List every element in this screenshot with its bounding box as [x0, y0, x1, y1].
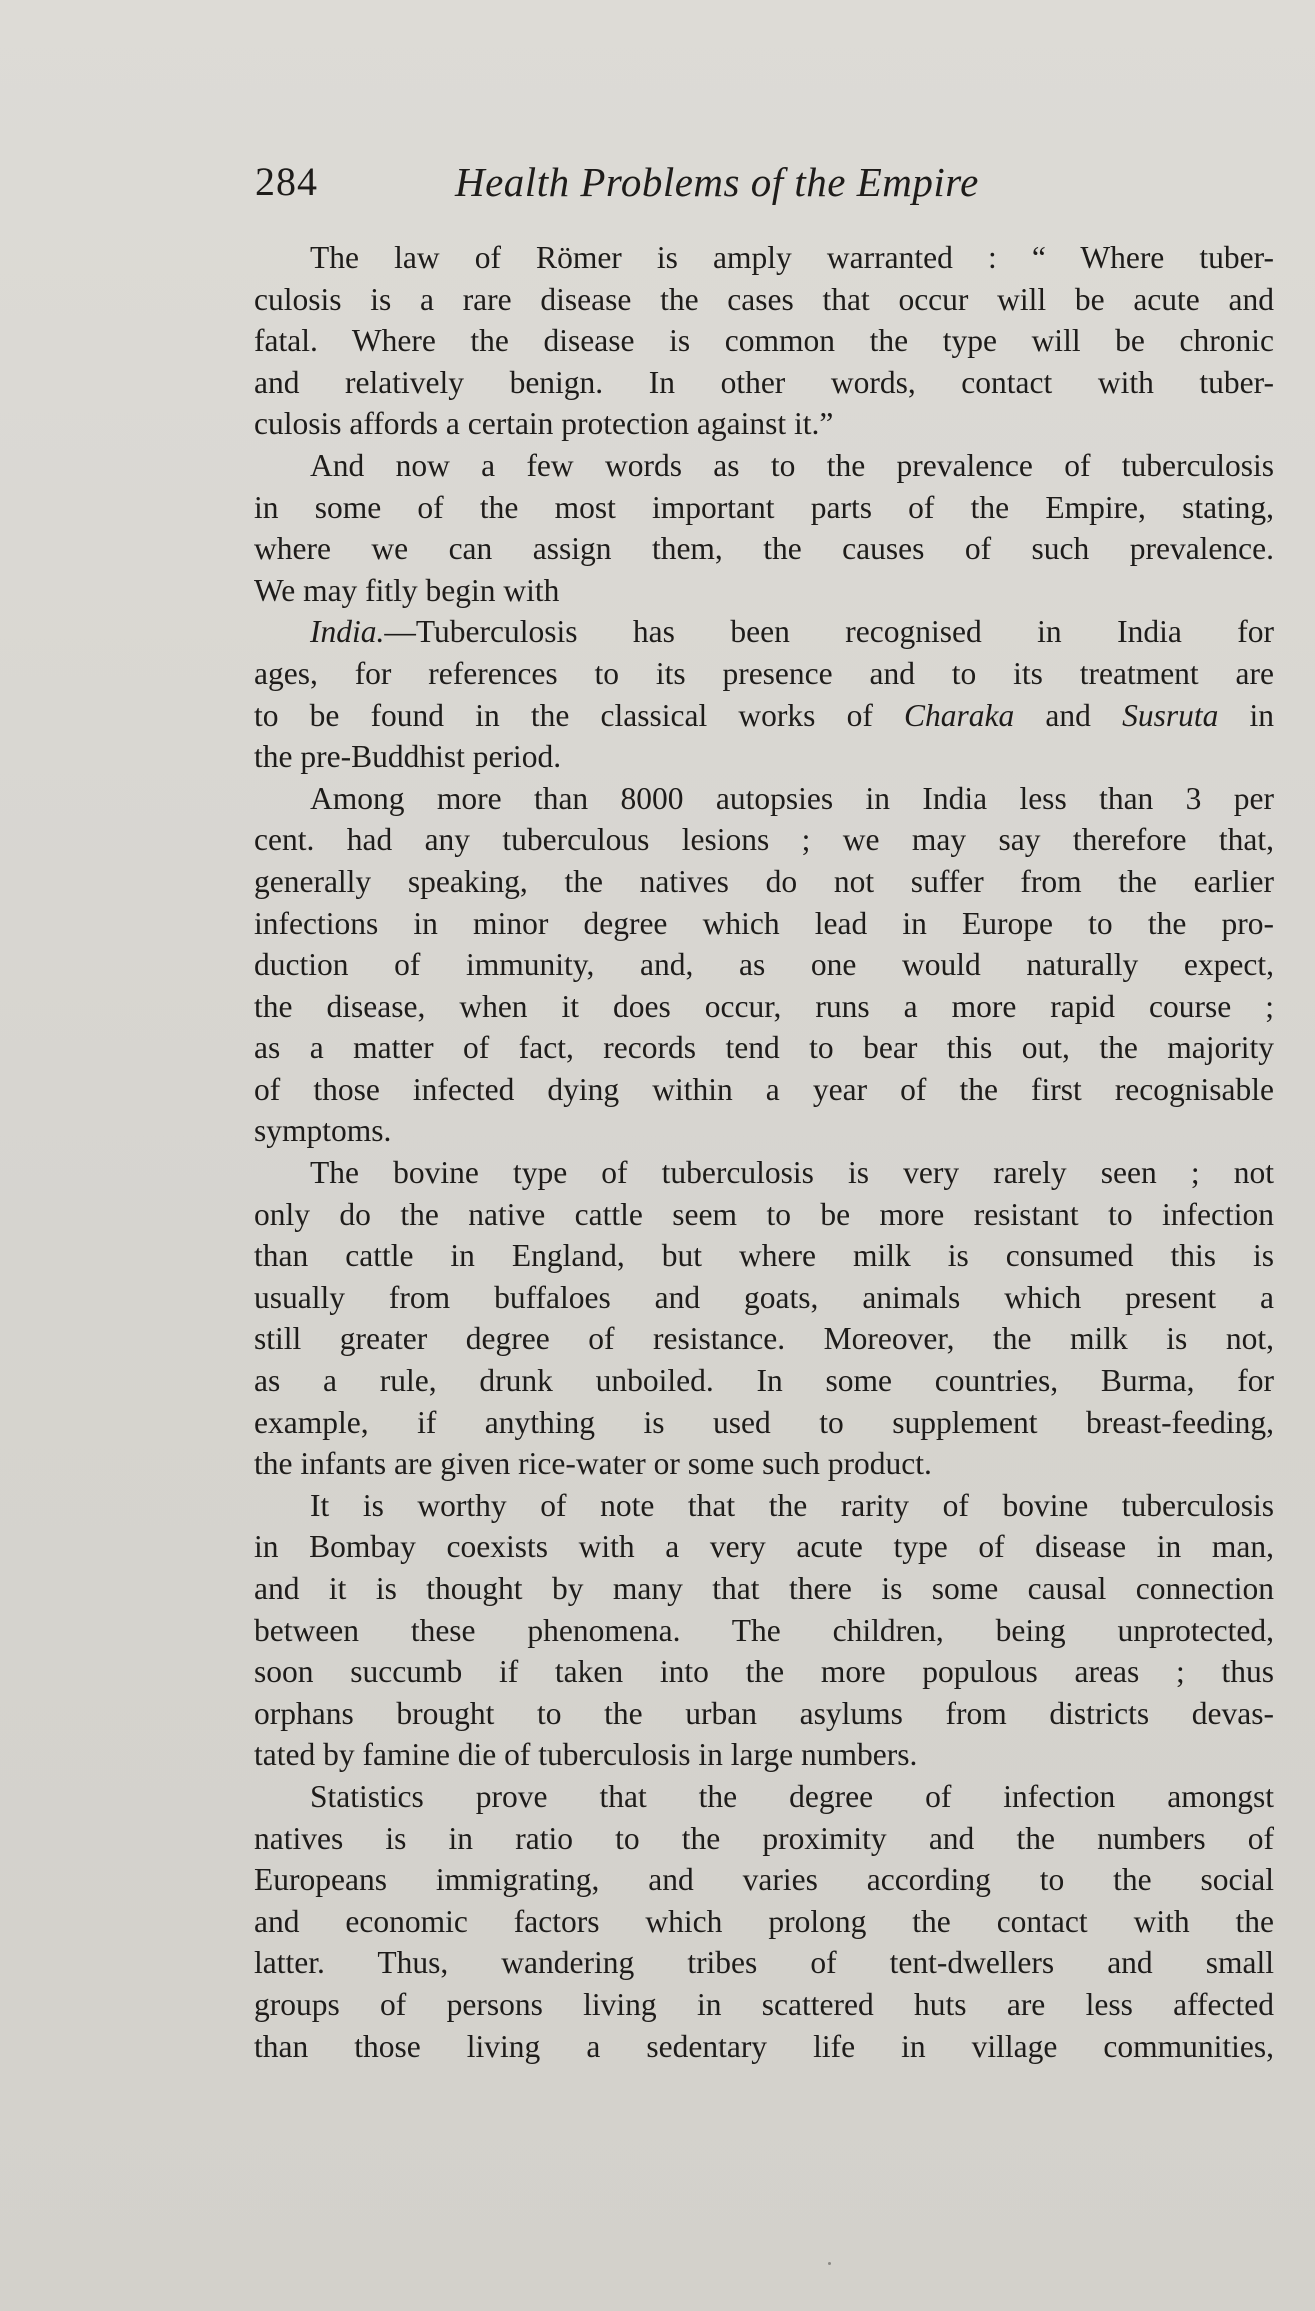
italic-work-title: Charaka — [903, 697, 1015, 733]
text-line: in some of the most important parts of the Empire, stating, — [254, 489, 1274, 525]
line-text: in — [1218, 697, 1275, 733]
text-line: still greater degree of resistance. Moreover, the milk is not, — [254, 1321, 1274, 1357]
text-line: generally speaking, the natives do not suffer from the earlier — [254, 863, 1274, 899]
line-text: to be found in the classical works of — [254, 697, 904, 733]
text-line: usually from buffaloes and goats, animals which present a — [254, 1279, 1274, 1315]
text-line: the infants are given rice-water or some such product. — [254, 1446, 932, 1482]
body-text — [254, 237, 1274, 2067]
text-line: cent. had any tuberculous lesions ; we may say therefore that, — [254, 822, 1274, 858]
text-line: than cattle in England, but where milk is consumed this is — [254, 1238, 1274, 1274]
line-text: and — [1014, 697, 1123, 733]
text-line: example, if anything is used to supplement breast-feeding, — [254, 1404, 1274, 1440]
running-head — [255, 158, 1115, 218]
text-line: The bovine type of tuberculosis is very rarely seen ; not — [310, 1155, 1274, 1191]
text-line: orphans brought to the urban asylums from districts devas- — [254, 1695, 1274, 1731]
text-line — [254, 611, 1274, 653]
italic-run-in-heading: India. — [310, 614, 385, 650]
text-line: And now a few words as to the prevalence of tuberculosis — [310, 447, 1274, 483]
text-line: symptoms. — [254, 1113, 392, 1149]
line-text: —Tuberculosis has been recognised in India for — [384, 614, 1274, 650]
text-line: infections in minor degree which lead in Europe to the pro- — [254, 905, 1274, 941]
text-line: than those living a sedentary life in village communities, — [254, 2028, 1274, 2064]
text-line: ages, for references to its presence and to its treatment are — [254, 655, 1274, 691]
text-line: tated by famine die of tuberculosis in large numbers. — [254, 1737, 918, 1773]
text-line: latter. Thus, wandering tribes of tent-dwellers and small — [254, 1945, 1274, 1981]
text-line: Europeans immigrating, and varies according to the social — [254, 1862, 1274, 1898]
text-line: as a rule, drunk unboiled. In some countries, Burma, for — [254, 1363, 1274, 1399]
text-line — [254, 695, 1274, 737]
text-line: Among more than 8000 autopsies in India less than 3 per — [310, 780, 1274, 816]
text-line: It is worthy of note that the rarity of bovine tuberculosis — [310, 1487, 1274, 1523]
text-line: only do the native cattle seem to be more resistant to infection — [254, 1196, 1274, 1232]
italic-work-title: Susruta — [1122, 697, 1219, 733]
text-line: culosis is a rare disease the cases that occur will be acute and — [254, 281, 1274, 317]
running-title: Health Problems of the Empire — [455, 159, 979, 205]
text-line: soon succumb if taken into the more populous areas ; thus — [254, 1654, 1274, 1690]
text-line: and relatively benign. In other words, contact with tuber- — [254, 364, 1274, 400]
text-line: The law of Römer is amply warranted : “ Where tuber- — [310, 240, 1274, 275]
text-line: as a matter of fact, records tend to bear this out, the majority — [254, 1030, 1274, 1066]
text-line: and it is thought by many that there is some causal connection — [254, 1571, 1274, 1606]
text-line: where we can assign them, the causes of such prevalence. — [254, 531, 1274, 567]
text-line: between these phenomena. The children, being unprotected, — [254, 1612, 1274, 1648]
text-line: and economic factors which prolong the contact with the — [254, 1903, 1274, 1939]
text-line: the pre-Buddhist period. — [254, 739, 562, 775]
text-line: groups of persons living in scattered huts are less affected — [254, 1986, 1274, 2022]
text-line: culosis affords a certain protection against it.” — [254, 406, 834, 442]
text-line: Statistics prove that the degree of infection amongst — [310, 1778, 1274, 1814]
text-line: duction of immunity, and, as one would naturally expect, — [254, 947, 1274, 983]
text-line: in Bombay coexists with a very acute type of disease in man, — [254, 1529, 1274, 1565]
paper-speck — [828, 2262, 831, 2265]
text-line: of those infected dying within a year of the first recognisable — [254, 1071, 1274, 1107]
text-line: fatal. Where the disease is common the type will be chronic — [254, 323, 1274, 359]
page-number: 284 — [255, 159, 318, 204]
text-line: the disease, when it does occur, runs a more rapid course ; — [254, 988, 1274, 1024]
text-line: We may fitly begin with — [254, 572, 560, 608]
text-line: natives is in ratio to the proximity and the numbers of — [254, 1820, 1274, 1856]
